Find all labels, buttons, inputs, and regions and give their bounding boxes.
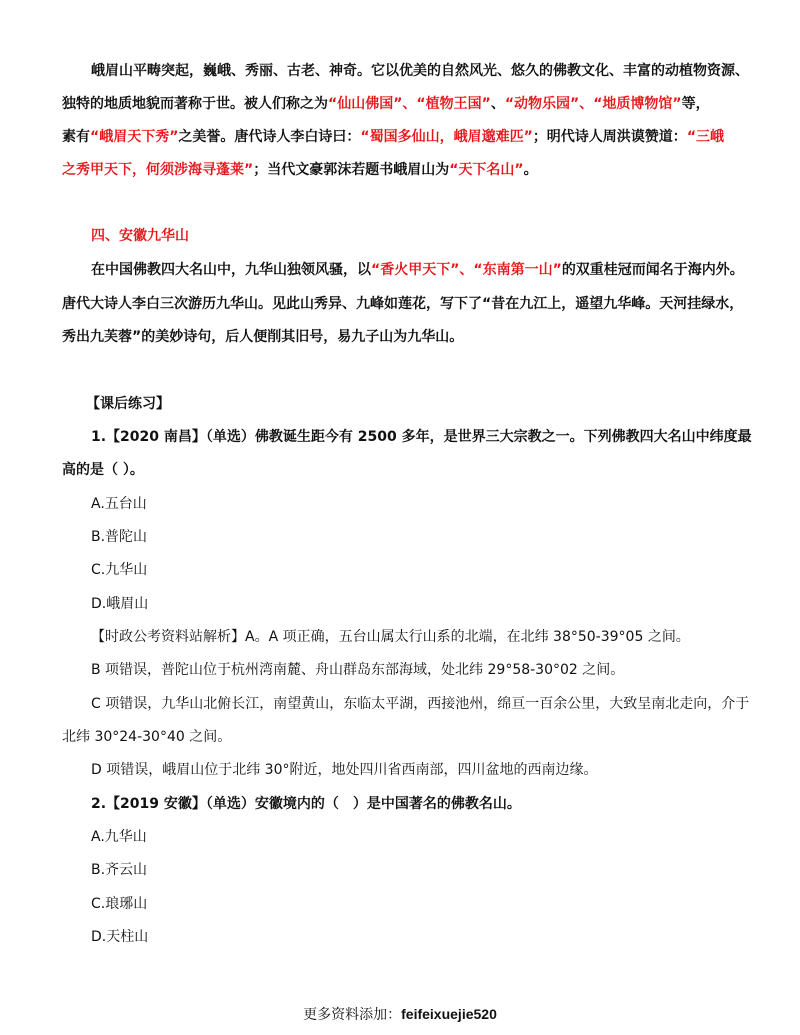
highlight-span: 、: [459, 262, 474, 278]
q2-option-b: B.齐云山: [91, 862, 148, 878]
highlight-span: “香火甲天下”: [371, 262, 460, 278]
highlight-span: 、: [579, 96, 594, 112]
footer-contact-id: feifeixuejie520: [401, 1006, 497, 1022]
emei-line-2: [62, 94, 710, 114]
answer-1-line-3: C 项错误，九华山北俯长江，南望黄山，东临太平湖，西接池州，绵亘一百余公里，大致呈南北走向，介于: [91, 696, 750, 712]
text-span: 。: [523, 162, 538, 178]
emei-line-4: [62, 160, 538, 180]
answer-1-line-5: D 项错误，峨眉山位于北纬 30°附近，地处四川省西南部，四川盆地的西南边缘。: [91, 762, 598, 778]
q2-option-a: A.九华山: [91, 829, 147, 845]
answer-1-line-2: B 项错误，普陀山位于杭州湾南麓、舟山群岛东部海域，处北纬 29°58-30°02 之间。: [91, 662, 625, 678]
highlight-span: “仙山佛国”: [328, 96, 403, 112]
section-heading-jiuhua: 四、安徽九华山: [91, 228, 189, 244]
question-1-line-1: 1.【2020 南昌】（单选）佛教诞生距今有 2500 多年，是世界三大宗教之一。下列佛教四大名山中纬度最: [91, 429, 752, 445]
text-span: 之美誉。唐代诗人李白诗曰：: [178, 129, 361, 145]
question-1-line-2: 高的是（ ）。: [62, 462, 144, 478]
question-2-line-1: 2.【2019 安徽】（单选）安徽境内的（ ）是中国著名的佛教名山。: [91, 796, 521, 812]
q1-option-b: B.普陀山: [91, 529, 148, 545]
highlight-span: “东南第一山”: [473, 262, 562, 278]
q1-option-c: C.九华山: [91, 562, 148, 578]
text-span: 在中国佛教四大名山中，九华山独领风骚，以: [91, 262, 371, 278]
text-span: ；当代文豪郭沫若题书峨眉山为: [253, 162, 450, 178]
jiuhua-line-2: 唐代大诗人李白三次游历九华山。见此山秀异、九峰如莲花，写下了“昔在九江上，遥望九华峰。天河挂绿水，: [62, 296, 744, 312]
q1-option-d: D.峨眉山: [91, 596, 149, 612]
jiuhua-line-3: 秀出九芙蓉”的美妙诗句，后人便削其旧号，易九子山为九华山。: [62, 329, 464, 345]
answer-1-line-1: 【时政公考资料站解析】A。A 项正确，五台山属太行山系的北端，在北纬 38°50-39°05 之间。: [91, 629, 690, 645]
highlight-span: “地质博物馆”: [593, 96, 682, 112]
highlight-span: “峨眉天下秀”: [90, 129, 179, 145]
highlight-span: “蜀国多仙山，峨眉邈难匹”: [360, 129, 533, 145]
emei-line-1: 峨眉山平畴突起，巍峨、秀丽、古老、神奇。它以优美的自然风光、悠久的佛教文化、丰富的动植物资源、: [91, 63, 749, 79]
exercise-heading: 【课后练习】: [86, 396, 170, 412]
text-span: 独特的地质地貌而著称于世。被人们称之为: [62, 96, 328, 112]
q2-option-d: D.天柱山: [91, 929, 149, 945]
q2-option-c: C.琅琊山: [91, 896, 148, 912]
emei-line-3: [62, 127, 724, 147]
highlight-span: 、: [402, 96, 417, 112]
page-footer: [0, 1004, 800, 1024]
answer-1-line-4: 北纬 30°24-30°40 之间。: [62, 729, 232, 745]
highlight-span: 之秀甲天下，何须涉海寻蓬莱”: [62, 162, 254, 178]
highlight-span: “动物乐园”: [504, 96, 580, 112]
highlight-span: “植物王国”: [416, 96, 491, 112]
highlight-span: “三峨: [686, 129, 725, 145]
text-span: 素有: [62, 129, 90, 145]
text-span: 等，: [681, 96, 710, 112]
text-span: 、: [490, 96, 505, 112]
text-span: 的双重桂冠而闻名于海内外。: [561, 262, 744, 278]
q1-option-a: A.五台山: [91, 496, 147, 512]
footer-prefix: 更多资料添加：: [303, 1007, 402, 1023]
highlight-span: “天下名山”: [449, 162, 524, 178]
text-span: ；明代诗人周洪谟赞道：: [532, 129, 687, 145]
jiuhua-line-1: [91, 260, 744, 280]
